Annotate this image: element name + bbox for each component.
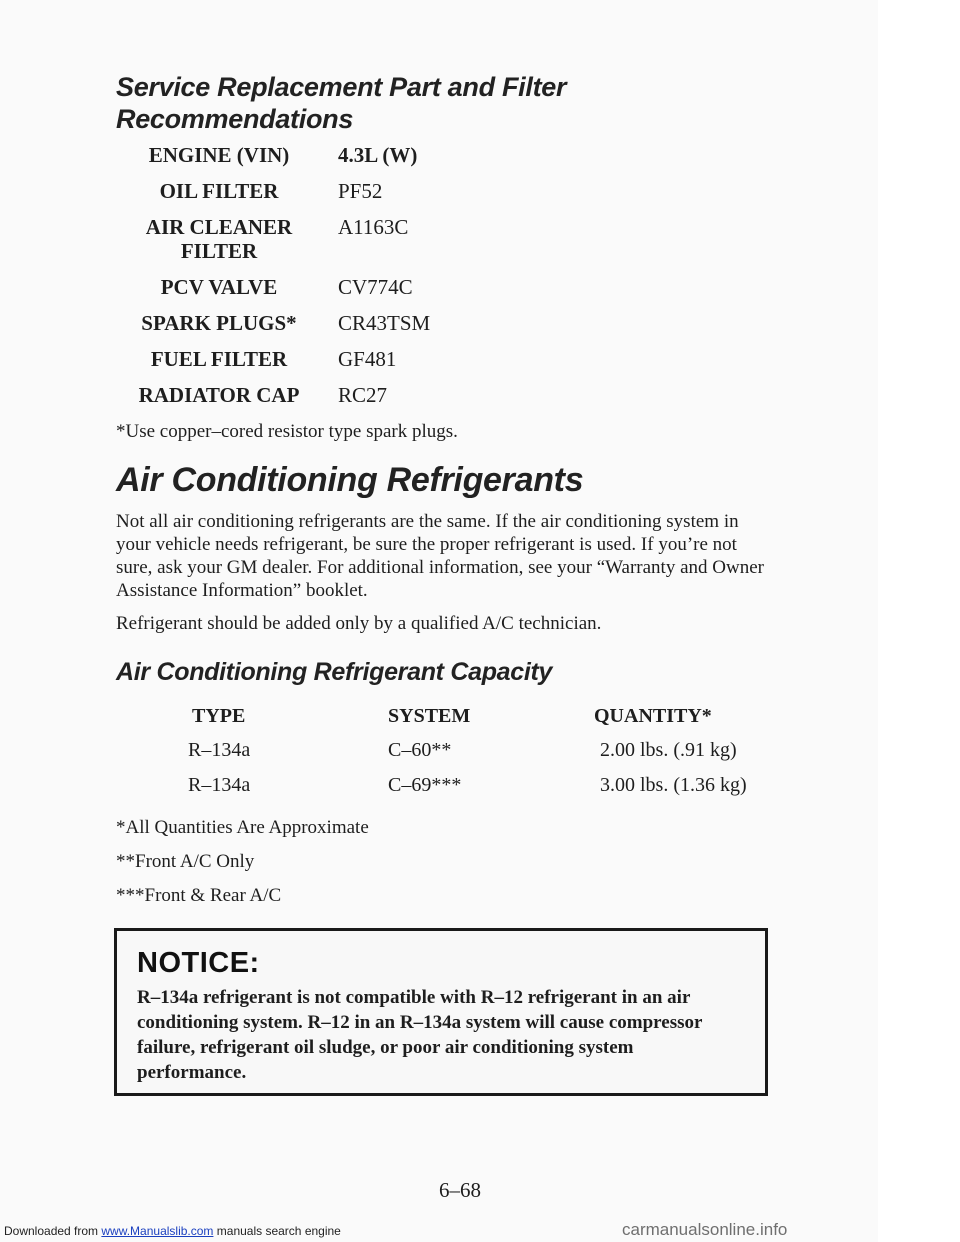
refrigerant-type: R–134a [188, 739, 251, 761]
part-label: SPARK PLUGS* [141, 311, 297, 335]
refrigerant-paragraph: Not all air conditioning refrigerants are the same. If the air conditioning system in your vehicle needs refrigerant, be sure the proper refrigerant is used. If you’re not sure, ask your GM dealer. For additional information, see your “Warranty and Owner Assistance Information” booklet. [116, 511, 764, 601]
parts-table [130, 143, 650, 419]
parts-header-label: ENGINE (VIN) [148, 143, 290, 167]
table-row [130, 179, 650, 203]
parts-table-header [130, 143, 650, 167]
part-number: RC27 [338, 383, 388, 407]
download-watermark [4, 1224, 341, 1238]
manualslib-link[interactable]: www.Manualslib.com [101, 1224, 214, 1238]
part-label: PCV VALVE [160, 275, 278, 299]
table-row [130, 383, 650, 407]
section-heading-line2: Recommendations [116, 104, 354, 134]
parts-footnote: *Use copper–cored resistor type spark plugs. [116, 421, 458, 442]
notice-box [114, 928, 768, 1096]
refrigerant-quantity: 3.00 lbs. (1.36 kg) [600, 774, 747, 796]
table-row [130, 347, 650, 371]
table-row [130, 311, 650, 335]
system-code: C–69*** [388, 774, 462, 796]
watermark-prefix: Downloaded from [4, 1224, 102, 1238]
page-number: 6–68 [439, 1178, 481, 1202]
ac-footnote-3: ***Front & Rear A/C [116, 885, 282, 906]
table-row [130, 275, 650, 299]
ac-capacity-heading: Air Conditioning Refrigerant Capacity [116, 658, 553, 686]
col-header-type: TYPE [192, 705, 246, 727]
table-row [130, 215, 650, 263]
part-number: CV774C [338, 275, 413, 299]
ac-table-header [188, 704, 808, 728]
technician-paragraph: Refrigerant should be added only by a qualified A/C technician. [116, 613, 602, 634]
part-label: FUEL FILTER [150, 347, 288, 371]
notice-body: R–134a refrigerant is not compatible with R–12 refrigerant in an air conditioning system. R–12 in an R–134a system will cause compressor failure, refrigerant oil sludge, or poor air conditioning system performance. [137, 987, 703, 1083]
parts-header-value: 4.3L (W) [338, 143, 418, 167]
table-row [188, 738, 808, 762]
ac-capacity-table [188, 704, 808, 808]
part-label: OIL FILTER [159, 179, 279, 203]
ac-footnote-2: **Front A/C Only [116, 851, 255, 872]
part-number: CR43TSM [338, 311, 431, 335]
col-header-quantity: QUANTITY* [594, 705, 712, 727]
ac-refrigerants-heading: Air Conditioning Refrigerants [116, 461, 584, 499]
site-watermark: carmanualsonline.info [622, 1220, 788, 1239]
table-row [188, 773, 808, 797]
watermark-suffix: manuals search engine [213, 1224, 341, 1238]
part-number: GF481 [338, 347, 397, 371]
notice-title: NOTICE: [137, 947, 260, 979]
refrigerant-quantity: 2.00 lbs. (.91 kg) [600, 739, 737, 761]
ac-footnote-1: *All Quantities Are Approximate [116, 817, 369, 838]
part-label: AIR CLEANER FILTER [145, 215, 293, 263]
part-number: PF52 [338, 179, 383, 203]
col-header-system: SYSTEM [388, 705, 471, 727]
part-label: RADIATOR CAP [138, 383, 300, 407]
refrigerant-type: R–134a [188, 774, 251, 796]
section-heading-line1: Service Replacement Part and Filter [116, 72, 567, 102]
system-code: C–60** [388, 739, 452, 761]
part-number: A1163C [338, 215, 409, 239]
